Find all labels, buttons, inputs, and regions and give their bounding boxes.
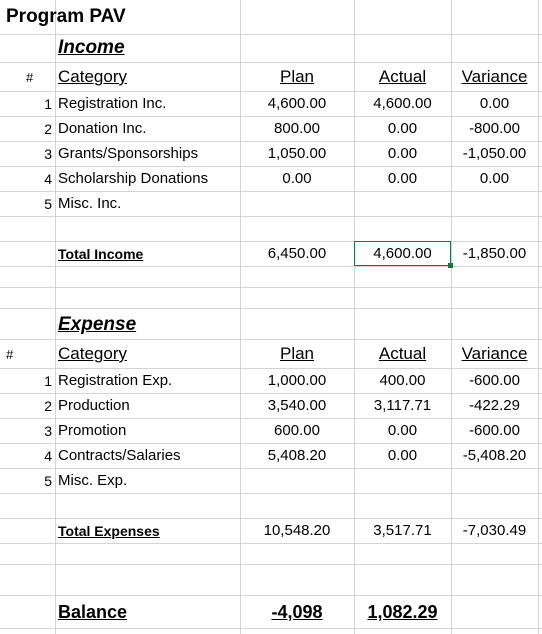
gridline	[0, 443, 542, 444]
expense-variance-cell[interactable]: -5,408.20	[462, 447, 527, 464]
balance-label: Balance	[58, 602, 128, 622]
balance-actual[interactable]: 1,082.29	[367, 602, 438, 622]
expense-plan-cell[interactable]: 1,000.00	[267, 372, 327, 389]
income-category-cell[interactable]: Donation Inc.	[58, 120, 147, 137]
expense-category-cell[interactable]: Production	[58, 397, 130, 414]
expense-actual-cell[interactable]: 0.00	[387, 447, 418, 464]
expense-row-number: 3	[44, 423, 52, 439]
gridline	[0, 287, 542, 288]
gridline	[0, 34, 542, 35]
income-actual-header: Actual	[378, 67, 427, 86]
income-variance-header: Variance	[461, 67, 528, 86]
gridline	[0, 393, 542, 394]
income-category-cell[interactable]: Scholarship Donations	[58, 170, 209, 187]
balance-plan[interactable]: -4,098	[271, 602, 323, 622]
expense-variance-cell[interactable]: -600.00	[469, 422, 520, 439]
income-row-number: 4	[44, 171, 52, 187]
expense-row-number: 5	[44, 473, 52, 489]
income-actual-cell[interactable]: 0.00	[387, 145, 418, 162]
expense-actual-cell[interactable]: 3,117.71	[373, 397, 432, 414]
expense-plan-cell[interactable]: 3,540.00	[267, 397, 327, 414]
income-hash-header: #	[26, 70, 34, 85]
income-plan-cell[interactable]: 0.00	[282, 170, 312, 187]
income-section-label: Income	[58, 37, 125, 58]
gridline	[0, 266, 542, 267]
income-actual-cell[interactable]: 4,600.00	[373, 95, 432, 112]
income-row-number: 5	[44, 196, 52, 212]
sheet-title: Program PAV	[6, 6, 126, 27]
gridline	[0, 62, 542, 63]
gridline	[0, 141, 542, 142]
expense-plan-cell[interactable]: 600.00	[274, 422, 320, 439]
income-actual-cell[interactable]: 0.00	[387, 120, 418, 137]
income-row-number: 3	[44, 146, 52, 162]
income-plan-cell[interactable]: 1,050.00	[267, 145, 327, 162]
gridline	[0, 628, 542, 629]
expense-actual-header: Actual	[378, 344, 427, 363]
expense-variance-cell[interactable]: -600.00	[469, 372, 520, 389]
income-variance-cell[interactable]: 0.00	[479, 170, 510, 187]
income-actual-cell[interactable]: 0.00	[387, 170, 418, 187]
total-income-plan[interactable]: 6,450.00	[267, 245, 327, 262]
total-expenses-label: Total Expenses	[58, 523, 160, 539]
gridline	[0, 308, 542, 309]
income-plan-cell[interactable]: 800.00	[274, 120, 320, 137]
gridline	[0, 468, 542, 469]
expense-hash-header: #	[6, 347, 14, 362]
gridline	[0, 216, 542, 217]
expense-actual-cell[interactable]: 400.00	[379, 372, 426, 389]
expense-row-number: 4	[44, 448, 52, 464]
gridline	[538, 0, 539, 634]
income-category-header: Category	[58, 67, 127, 86]
expense-actual-cell[interactable]: 0.00	[387, 422, 418, 439]
expense-category-cell[interactable]: Misc. Exp.	[58, 472, 128, 489]
income-variance-cell[interactable]: 0.00	[479, 95, 510, 112]
gridline	[0, 518, 542, 519]
income-plan-header: Plan	[279, 67, 315, 86]
total-income-variance[interactable]: -1,850.00	[462, 245, 527, 262]
total-expenses-variance[interactable]: -7,030.49	[462, 522, 527, 539]
gridline	[0, 116, 542, 117]
income-row-number: 2	[44, 121, 52, 137]
gridline	[0, 241, 542, 242]
expense-category-header: Category	[58, 344, 127, 363]
gridline	[55, 0, 56, 634]
income-category-cell[interactable]: Grants/Sponsorships	[58, 145, 199, 162]
expense-plan-header: Plan	[279, 344, 315, 363]
gridline	[0, 368, 542, 369]
expense-row-number: 2	[44, 398, 52, 414]
expense-row-number: 1	[44, 373, 52, 389]
gridline	[0, 91, 542, 92]
expense-section-label: Expense	[58, 314, 137, 335]
income-row-number: 1	[44, 96, 52, 112]
gridline	[0, 339, 542, 340]
gridline	[0, 418, 542, 419]
expense-variance-cell[interactable]: -422.29	[469, 397, 520, 414]
gridline	[0, 166, 542, 167]
total-income-label: Total Income	[58, 246, 144, 262]
total-income-actual[interactable]: 4,600.00	[373, 245, 432, 262]
gridline	[0, 543, 542, 544]
income-category-cell[interactable]: Registration Inc.	[58, 95, 167, 112]
gridline	[0, 595, 542, 596]
gridline	[0, 191, 542, 192]
gridline	[0, 493, 542, 494]
expense-category-cell[interactable]: Contracts/Salaries	[58, 447, 181, 464]
total-expenses-plan[interactable]: 10,548.20	[263, 522, 331, 539]
expense-plan-cell[interactable]: 5,408.20	[267, 447, 327, 464]
income-plan-cell[interactable]: 4,600.00	[267, 95, 327, 112]
income-variance-cell[interactable]: -1,050.00	[462, 145, 527, 162]
expense-variance-header: Variance	[461, 344, 528, 363]
expense-category-cell[interactable]: Registration Exp.	[58, 372, 173, 389]
gridline	[0, 564, 542, 565]
income-category-cell[interactable]: Misc. Inc.	[58, 195, 122, 212]
fill-handle[interactable]	[448, 263, 453, 268]
total-expenses-actual[interactable]: 3,517.71	[373, 522, 432, 539]
expense-category-cell[interactable]: Promotion	[58, 422, 127, 439]
income-variance-cell[interactable]: -800.00	[469, 120, 520, 137]
